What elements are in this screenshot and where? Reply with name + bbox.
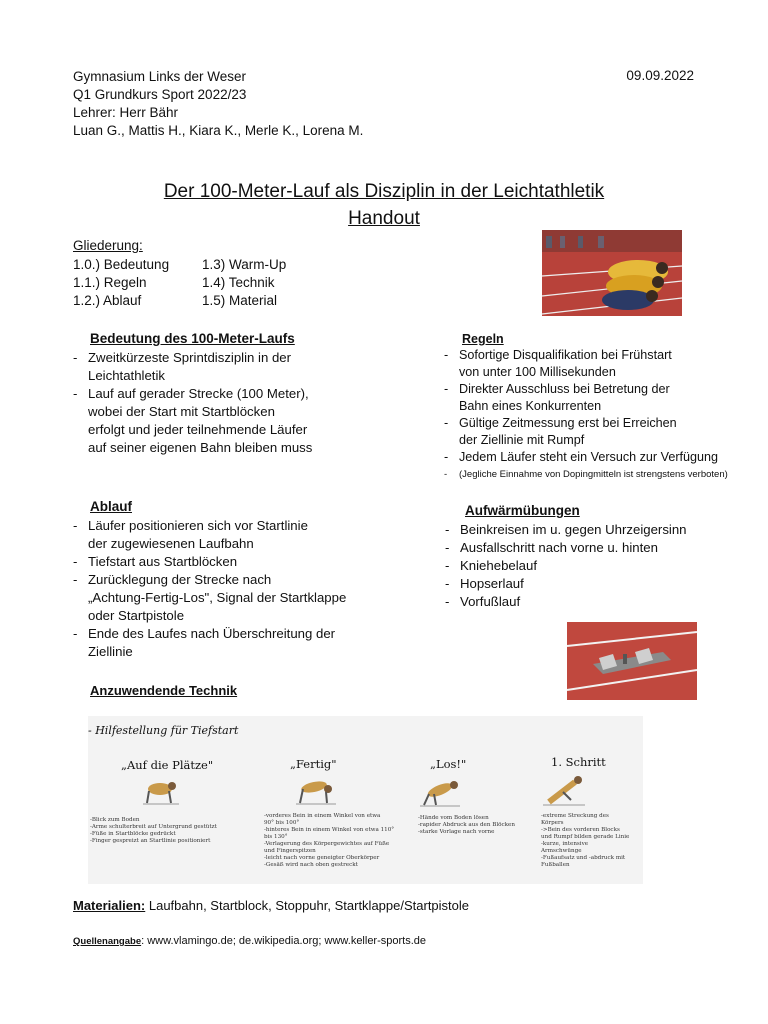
toc-item: 1.5) Material (202, 293, 278, 308)
toc-heading: Gliederung: (73, 238, 143, 253)
runner-icon (543, 774, 585, 808)
materialien-label: Materialien: (73, 898, 146, 913)
materialien (73, 898, 469, 913)
regeln-title: Regeln (462, 332, 504, 346)
toc-right (202, 256, 286, 310)
list-item: - Jedem Läufer steht ein Versuch zur Verfügung (444, 449, 764, 466)
list-item: - Lauf auf gerader Strecke (100 Meter), wobei der Start mit Startblöcken erfolgt und jeder teilnehmende Läufer auf seiner eigenen Bahn bleiben muss (73, 385, 373, 457)
toc-left (73, 256, 169, 310)
quellen-label: Quellenangabe (73, 936, 142, 947)
bedeutung-title: Bedeutung des 100-Meter-Laufs (90, 331, 295, 346)
quellenangabe (73, 935, 426, 947)
list-item: - Zurücklegung der Strecke nach „Achtung-Fertig-Los", Signal der Startklappe oder Startpistole (73, 571, 393, 625)
header-line: Lehrer: Herr Bähr (73, 105, 179, 120)
header-line: Luan G., Mattis H., Kiara K., Merle K., Lorena M. (73, 123, 364, 138)
phase-label: „Fertig" (290, 757, 337, 771)
regeln-list (444, 347, 764, 483)
runner-icon (420, 778, 460, 808)
phase-note: -Hände vom Boden lösen -rapider Abdruck aus den Blöcken -starke Vorlage nach vorne (418, 815, 515, 835)
toc-item: 1.1.) Regeln (73, 275, 147, 290)
list-item: - (Jegliche Einnahme von Dopingmitteln ist strengstens verboten) (444, 466, 764, 483)
list-item: - Zweitkürzeste Sprintdisziplin in der Leichtathletik (73, 349, 373, 385)
list-item: - Sofortige Disqualifikation bei Frühstart von unter 100 Millisekunden (444, 347, 764, 381)
phase-note: -Blick zum Boden -Arme schulterbreit auf Untergrund gestützt -Füße in Startblöcke gedrückt -Finger gespreizt an Startlinie positioniert (90, 817, 217, 844)
list-item: - Ende des Laufes nach Überschreitung der Ziellinie (73, 625, 393, 661)
school-header (73, 68, 363, 140)
toc-item: 1.2.) Ablauf (73, 293, 142, 308)
phase-label: „Auf die Plätze" (121, 758, 214, 772)
phase-label: 1. Schritt (551, 755, 606, 769)
document-title: Der 100-Meter-Lauf als Disziplin in der Leichtathletik (163, 181, 605, 202)
list-item: - Tiefstart aus Startblöcken (73, 553, 393, 571)
runner-icon (143, 775, 179, 807)
materialien-text: Laufbahn, Startblock, Stoppuhr, Startklappe/Startpistole (145, 898, 470, 913)
technik-title: Anzuwendende Technik (90, 683, 238, 698)
technik-heading: - Hilfestellung für Tiefstart (88, 724, 239, 737)
sprinter-photo (538, 226, 686, 320)
toc-item: 1.4) Technik (202, 275, 275, 290)
list-item: - Direkter Ausschluss bei Betretung der Bahn eines Konkurrenten (444, 381, 764, 415)
quellen-text: : www.vlamingo.de; de.wikipedia.org; www.keller-sports.de (141, 935, 427, 947)
document-subtitle: Handout (348, 208, 420, 229)
date: 09.09.2022 (626, 68, 694, 83)
ablauf-list (73, 517, 393, 661)
list-item: - Beinkreisen im u. gegen Uhrzeigersinn (445, 521, 745, 539)
bedeutung-list (73, 349, 373, 457)
list-item: - Gültige Zeitmessung erst bei Erreichen der Ziellinie mit Rumpf (444, 415, 764, 449)
aufwaermen-title: Aufwärmübungen (465, 503, 580, 518)
toc-item: 1.0.) Bedeutung (73, 257, 170, 272)
phase-note: -vorderes Bein in einem Winkel von etwa 90° bis 100° -hinteres Bein in einem Winkel von etwa 110° bis 130° -Verlagerung des Körpergewichtes auf Füße und Fingerspitzen -leicht nach vorne geneigter Oberkörper -Gesäß wird nach oben gestreckt (264, 813, 395, 868)
phase-note: -extreme Streckung des Körpers ->Bein des vorderen Blocks und Rumpf bilden gerade Linie -kurze, intensive Armschwünge -Fußaufsatz und -abdruck mit Fußballen (541, 813, 630, 868)
list-item: - Läufer positionieren sich vor Startlinie der zugewiesenen Laufbahn (73, 517, 393, 553)
aufwaermen-list (445, 521, 745, 611)
list-item: - Kniehebelauf (445, 557, 745, 575)
ablauf-title: Ablauf (90, 499, 132, 514)
header-line: Q1 Grundkurs Sport 2022/23 (73, 87, 247, 102)
runner-icon (296, 775, 336, 807)
startblock-photo (563, 618, 701, 704)
toc-item: 1.3) Warm-Up (202, 257, 287, 272)
phase-label: „Los!" (430, 757, 467, 771)
header-line: Gymnasium Links der Weser (73, 69, 247, 84)
list-item: - Hopserlauf (445, 575, 745, 593)
list-item: - Vorfußlauf (445, 593, 745, 611)
list-item: - Ausfallschritt nach vorne u. hinten (445, 539, 745, 557)
